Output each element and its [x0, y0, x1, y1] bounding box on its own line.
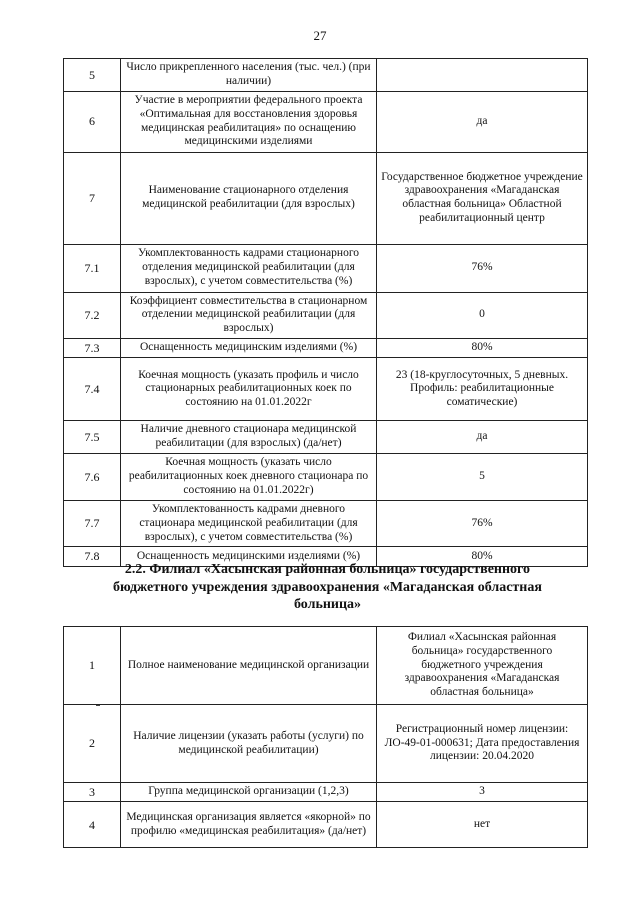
table-row	[64, 292, 588, 338]
table-row	[64, 244, 588, 292]
row-number: 7.8	[64, 547, 121, 566]
row-number: 6	[64, 91, 121, 152]
table-row	[64, 338, 588, 357]
table-row	[64, 705, 588, 783]
table-row	[64, 152, 588, 244]
row-number: 7	[64, 152, 121, 244]
row-label: Оснащенность медицинскими изделиями (%)	[121, 547, 377, 566]
row-number: 3	[64, 783, 121, 802]
row-number: 1	[64, 627, 121, 705]
table-row	[64, 59, 588, 92]
table-row	[64, 783, 588, 802]
row-label: Наличие дневного стационара медицинской реабилитации (для взрослых) (да/нет)	[121, 421, 377, 454]
row-label: Укомплектованность кадрами дневного стационара медицинской реабилитации (для взрослых), с учетом совместительства (%)	[121, 500, 377, 546]
row-value: 76%	[377, 244, 588, 292]
table-row	[64, 627, 588, 705]
row-number: 7.1	[64, 244, 121, 292]
row-number: 2	[64, 705, 121, 783]
row-label: Укомплектованность кадрами стационарного отделения медицинской реабилитации (для взрослых), с учетом совместительства (%)	[121, 244, 377, 292]
row-label: Наименование стационарного отделения медицинской реабилитации (для взрослых)	[121, 152, 377, 244]
row-number: 7.7	[64, 500, 121, 546]
row-label: Коечная мощность (указать профиль и число стационарных реабилитационных коек по состоянию на 01.01.2022г	[121, 358, 377, 421]
table-row	[64, 500, 588, 546]
row-number: 7.2	[64, 292, 121, 338]
row-number: 4	[64, 802, 121, 848]
row-number: 7.4	[64, 358, 121, 421]
page-number: 27	[313, 28, 327, 43]
row-value: 5	[377, 453, 588, 500]
row-label: Группа медицинской организации (1,2,3)	[121, 783, 377, 802]
row-value: 23 (18-круглосуточных, 5 дневных. Профиль: реабилитационные соматические)	[377, 358, 588, 421]
row-value: Государственное бюджетное учреждение здравоохранения «Магаданская областная больница» Областной реабилитационный центр	[377, 152, 588, 244]
row-value: да	[377, 421, 588, 454]
row-number: 7.6	[64, 453, 121, 500]
row-label: Медицинская организация является «якорной» по профилю «медицинская реабилитация» (да/нет)	[121, 802, 377, 848]
table-row	[64, 802, 588, 848]
row-number: 7.3	[64, 338, 121, 357]
row-label: Число прикрепленного населения (тыс. чел.) (при наличии)	[121, 59, 377, 92]
row-value: 0	[377, 292, 588, 338]
table-row	[64, 453, 588, 500]
row-label: Коечная мощность (указать число реабилитационных коек дневного стационара по состоянию на 01.01.2022г)	[121, 453, 377, 500]
rehab-info-table	[63, 58, 588, 567]
branch-info-table	[63, 626, 588, 848]
row-label: Наличие лицензии (указать работы (услуги) по медицинской реабилитации)	[121, 705, 377, 783]
row-label: Коэффициент совместительства в стационарном отделении медицинской реабилитации (для взрослых)	[121, 292, 377, 338]
section-heading: 2.2. Филиал «Хасынская районная больница» государственного бюджетного учреждения здравоохранения «Магаданская областная больница»	[113, 562, 542, 612]
row-value: 80%	[377, 338, 588, 357]
row-value	[377, 59, 588, 92]
row-label: Оснащенность медицинским изделиями (%)	[121, 338, 377, 357]
row-value: Филиал «Хасынская районная больница» государственного бюджетного учреждения здравоохранения «Магаданская областная больница»	[377, 627, 588, 705]
row-value: 3	[377, 783, 588, 802]
row-value: да	[377, 91, 588, 152]
row-value: 80%	[377, 547, 588, 566]
row-label: Участие в мероприятии федерального проекта «Оптимальная для восстановления здоровья медицинская реабилитация» по оснащению медицинскими изделиями	[121, 91, 377, 152]
row-value: Регистрационный номер лицензии: ЛО-49-01-000631; Дата предоставления лицензии: 20.04.2020	[377, 705, 588, 783]
row-number: 7.5	[64, 421, 121, 454]
scan-mark	[96, 705, 100, 706]
row-value: 76%	[377, 500, 588, 546]
table-row	[64, 91, 588, 152]
row-value: нет	[377, 802, 588, 848]
table-row	[64, 421, 588, 454]
table-row	[64, 358, 588, 421]
row-label: Полное наименование медицинской организации	[121, 627, 377, 705]
row-number: 5	[64, 59, 121, 92]
